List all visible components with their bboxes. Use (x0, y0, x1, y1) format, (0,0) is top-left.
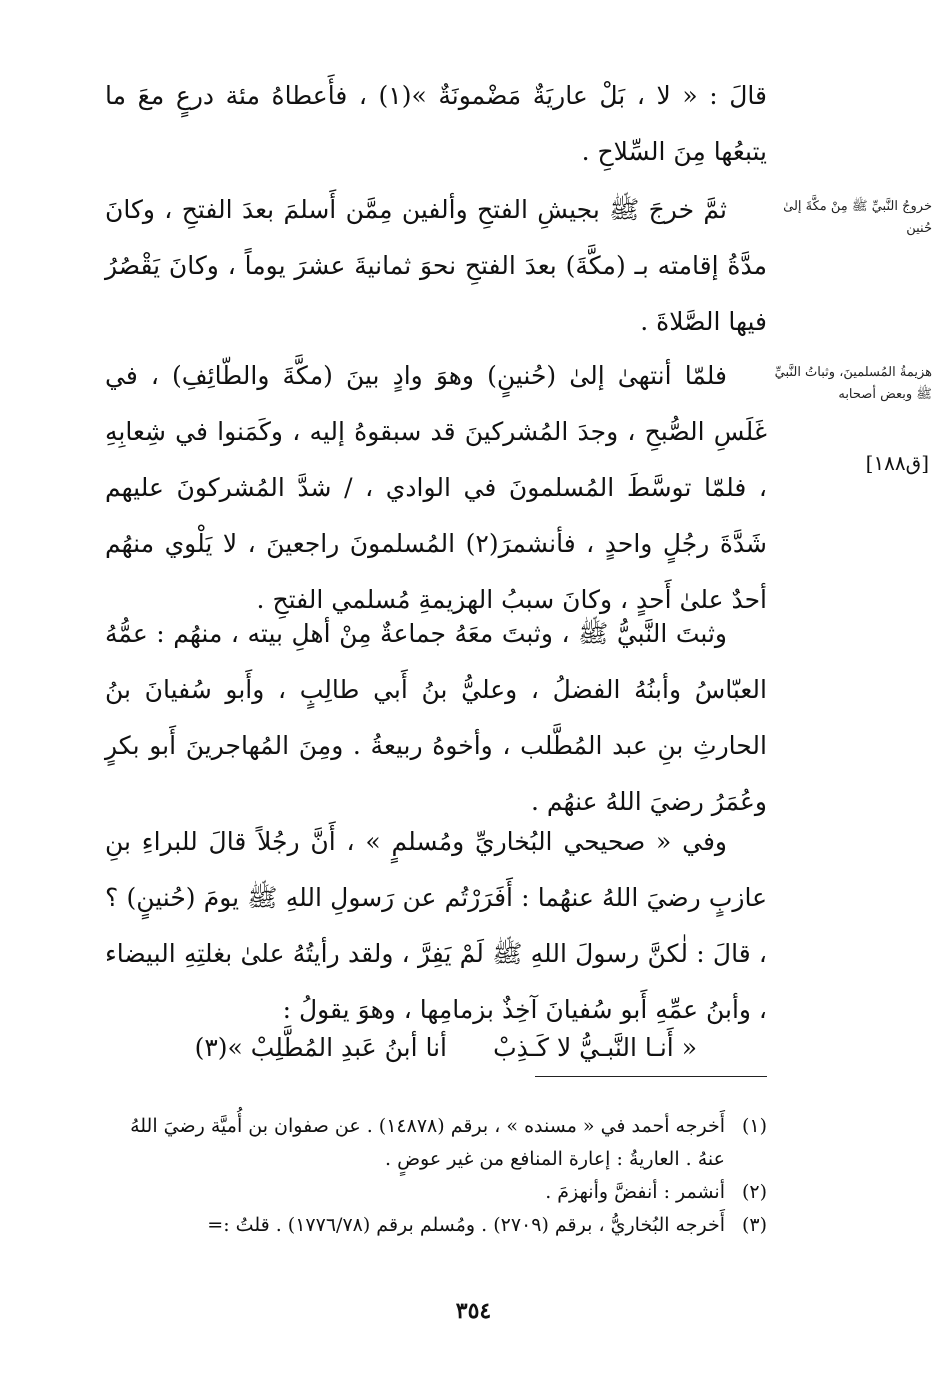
paragraph-1: قالَ : « لا ، بَلْ عاريَةٌ مَضْمونَةٌ »(١) ، فأَعطاهُ مئة درعٍ معَ ما يتبعُها مِنَ السِّلاحِ . (105, 81, 767, 166)
footnote-text: أنشمر : أنفضَّ وأنهزمَ . (545, 1181, 725, 1203)
margin-note-departure: خروجُ النَّبيِّ ﷺ مِنْ مكَّةَ إلىٰ حُنين (783, 199, 932, 236)
main-text-block (105, 814, 767, 1038)
poem-first-hemistich: « أَنـا النَّبـيُّ لا كَـذِبْ (493, 1033, 697, 1062)
footnote-text: أَخرجه البُخاريُّ ، برقم (٢٧٠٩) . ومُسلم برقم (١٧٧٦/٧٨) . قلتُ := (207, 1214, 725, 1236)
main-text-block (105, 68, 767, 180)
poem-second-hemistich: أنا أبنُ عَبدِ المُطَّلِبْ »(٣) (194, 1033, 447, 1062)
footnote-number: (١) (741, 1115, 767, 1137)
footnote (100, 1176, 767, 1209)
paragraph-4: وثبتَ النَّبيُّ ﷺ ، وثبتَ معَهُ جماعةٌ مِنْ أهلِ بيته ، منهُم : عمُّهُ العبّاسُ وأبنُهُ الفضلُ ، وعليُّ بنُ أَبي طالِبٍ ، وأَبو سُفيانَ بنُ الحارثِ بنِ عبد المُطَّلب ، وأخوهُ ربيعةُ . ومِنَ المُهاجرينَ أَبو بكرٍ وعُمَرُ رضيَ اللهُ عنهُم . (105, 619, 767, 816)
page-number: ٣٥٤ (455, 1298, 492, 1324)
paragraph-3: فلمّا أنتهىٰ إلىٰ (حُنينٍ) وهوَ وادٍ بينَ (مكَّةَ والطّائِفِ) ، في غَلَسِ الصُّبحِ ، وجدَ المُشركينَ قد سبقوهُ إليه ، وكَمَنوا في شِعابِهِ ، فلمّا توسَّطَ المُسلمونَ في الوادي ، / شدَّ المُشركونَ عليهم شَدَّةَ رجُلٍ واحدٍ ، فأنشمرَ(٢) المُسلمونَ راجعينَ ، لا يَلْوي منهُم أحدٌ علىٰ أَحدٍ ، وكانَ سببُ الهزيمةِ مُسلمي الفتحِ . (105, 361, 767, 614)
footnote-text: أَخرجه أحمد في « مسنده » ، برقم (١٤٨٧٨) . عن صفوان بن أُميَّة رضيَ اللهُ عنهُ . العاريةُ : إعارة المنافع من غير عوضٍ . (130, 1115, 725, 1170)
footnote-divider (535, 1076, 767, 1077)
footnote-number: (٣) (741, 1214, 767, 1236)
footnote-number: (٢) (741, 1181, 767, 1203)
margin-note-defeat: هزيمةُ المُسلمينَ، وثباتُ النَّبيِّ ﷺ وبعض أصحابه (774, 365, 932, 402)
paragraph-5: وفي « صحيحي البُخاريِّ ومُسلمٍ » ، أَنَّ رجُلاً قالَ للبراءِ بنِ عازبٍ رضيَ اللهُ عنهُما : أَفَرَرْتُم عن رَسولِ اللهِ ﷺ يومَ (حُنينٍ) ؟ ، قالَ : لٰكنَّ رسولَ اللهِ ﷺ لَمْ يَفِرَّ ، ولقد رأيتُهُ علىٰ بغلتِهِ البيضاء ، وأبنُ عمِّهِ أَبو سُفيانَ آخِذٌ بزمامِها ، وهوَ يقولُ : (105, 827, 767, 1024)
manuscript-page-marker: [ق١٨٨] (865, 451, 929, 475)
footnotes-section (100, 1110, 767, 1242)
main-text-block (105, 348, 767, 628)
main-text-block (105, 606, 767, 830)
main-text-block (105, 182, 767, 350)
paragraph-2: ثمَّ خرجَ ﷺ بجيشِ الفتحِ وألفين مِمَّن أَسلمَ بعدَ الفتحِ ، وكانَ مدَّةُ إقامته بـ (مكَّةَ) بعدَ الفتحِ نحوَ ثمانيةَ عشرَ يوماً ، وكانَ يَقْصُرُ فيها الصَّلاةَ . (105, 195, 767, 336)
footnote (100, 1209, 767, 1242)
footnote (100, 1110, 767, 1176)
